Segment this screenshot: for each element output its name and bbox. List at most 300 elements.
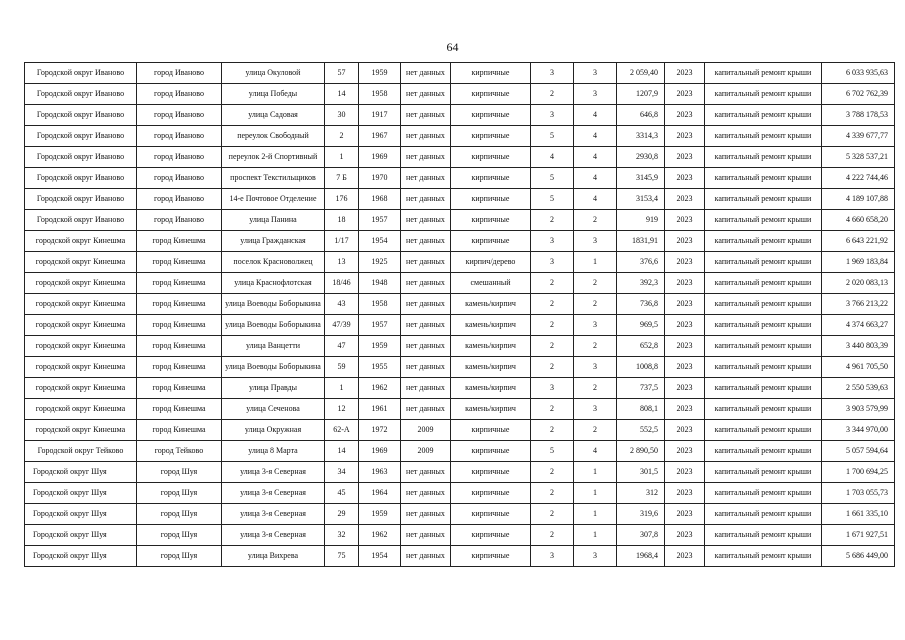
municipality-cell: Городской округ Иваново — [25, 63, 137, 84]
plan-year-cell: 2023 — [665, 357, 705, 378]
year-built-cell: 1959 — [359, 504, 401, 525]
municipality-cell: Городской округ Иваново — [25, 105, 137, 126]
floors-cell: 2 — [531, 273, 574, 294]
work-type-cell: капитальный ремонт крыши — [705, 420, 822, 441]
settlement-cell: город Кинешма — [137, 315, 222, 336]
area-cell: 3314,3 — [617, 126, 665, 147]
table-row — [25, 336, 895, 357]
area-cell: 2 059,40 — [617, 63, 665, 84]
area-cell: 737,5 — [617, 378, 665, 399]
area-cell: 376,6 — [617, 252, 665, 273]
entrances-cell: 1 — [574, 462, 617, 483]
last-repair-year-cell: нет данных — [401, 378, 451, 399]
last-repair-year-cell: нет данных — [401, 357, 451, 378]
house-number-cell: 47 — [325, 336, 359, 357]
work-type-cell: капитальный ремонт крыши — [705, 441, 822, 462]
plan-year-cell: 2023 — [665, 315, 705, 336]
last-repair-year-cell: нет данных — [401, 126, 451, 147]
municipality-cell: Городской округ Шуя — [25, 483, 137, 504]
year-built-cell: 1925 — [359, 252, 401, 273]
plan-year-cell: 2023 — [665, 126, 705, 147]
table-row — [25, 189, 895, 210]
area-cell: 1968,4 — [617, 546, 665, 567]
table-row — [25, 441, 895, 462]
municipality-cell: городской округ Кинешма — [25, 315, 137, 336]
floors-cell: 2 — [531, 210, 574, 231]
entrances-cell: 2 — [574, 420, 617, 441]
entrances-cell: 4 — [574, 105, 617, 126]
cost-cell: 4 222 744,46 — [822, 168, 895, 189]
plan-year-cell: 2023 — [665, 294, 705, 315]
settlement-cell: город Шуя — [137, 525, 222, 546]
area-cell: 319,6 — [617, 504, 665, 525]
area-cell: 1008,8 — [617, 357, 665, 378]
house-number-cell: 47/39 — [325, 315, 359, 336]
entrances-cell: 3 — [574, 84, 617, 105]
wall-material-cell: кирпичные — [451, 546, 531, 567]
table-row — [25, 294, 895, 315]
wall-material-cell: кирпичные — [451, 483, 531, 504]
floors-cell: 3 — [531, 378, 574, 399]
cost-cell: 1 969 183,84 — [822, 252, 895, 273]
year-built-cell: 1954 — [359, 546, 401, 567]
area-cell: 312 — [617, 483, 665, 504]
municipality-cell: Городской округ Шуя — [25, 504, 137, 525]
year-built-cell: 1958 — [359, 84, 401, 105]
municipality-cell: Городской округ Иваново — [25, 84, 137, 105]
cost-cell: 1 703 055,73 — [822, 483, 895, 504]
work-type-cell: капитальный ремонт крыши — [705, 273, 822, 294]
floors-cell: 5 — [531, 441, 574, 462]
last-repair-year-cell: нет данных — [401, 105, 451, 126]
street-cell: улица Воеводы Боборыкина — [222, 357, 325, 378]
area-cell: 3153,4 — [617, 189, 665, 210]
floors-cell: 2 — [531, 483, 574, 504]
plan-year-cell: 2023 — [665, 63, 705, 84]
area-cell: 919 — [617, 210, 665, 231]
municipality-cell: городской округ Кинешма — [25, 420, 137, 441]
entrances-cell: 3 — [574, 63, 617, 84]
cost-cell: 1 700 694,25 — [822, 462, 895, 483]
cost-cell: 5 328 537,21 — [822, 147, 895, 168]
table-row — [25, 84, 895, 105]
municipality-cell: городской округ Кинешма — [25, 336, 137, 357]
wall-material-cell: камень/кирпич — [451, 378, 531, 399]
year-built-cell: 1964 — [359, 483, 401, 504]
table-row — [25, 315, 895, 336]
floors-cell: 5 — [531, 189, 574, 210]
year-built-cell: 1957 — [359, 210, 401, 231]
year-built-cell: 1963 — [359, 462, 401, 483]
last-repair-year-cell: нет данных — [401, 84, 451, 105]
last-repair-year-cell: нет данных — [401, 525, 451, 546]
area-cell: 646,8 — [617, 105, 665, 126]
work-type-cell: капитальный ремонт крыши — [705, 315, 822, 336]
cost-cell: 2 550 539,63 — [822, 378, 895, 399]
year-built-cell: 1948 — [359, 273, 401, 294]
area-cell: 301,5 — [617, 462, 665, 483]
house-number-cell: 18 — [325, 210, 359, 231]
area-cell: 1831,91 — [617, 231, 665, 252]
floors-cell: 3 — [531, 231, 574, 252]
plan-year-cell: 2023 — [665, 399, 705, 420]
wall-material-cell: кирпичные — [451, 525, 531, 546]
last-repair-year-cell: нет данных — [401, 483, 451, 504]
street-cell: проспект Текстильщиков — [222, 168, 325, 189]
area-cell: 1207,9 — [617, 84, 665, 105]
table-row — [25, 399, 895, 420]
work-type-cell: капитальный ремонт крыши — [705, 84, 822, 105]
floors-cell: 2 — [531, 399, 574, 420]
street-cell: улица Воеводы Боборыкина — [222, 315, 325, 336]
plan-year-cell: 2023 — [665, 252, 705, 273]
house-number-cell: 75 — [325, 546, 359, 567]
street-cell: улица Победы — [222, 84, 325, 105]
work-type-cell: капитальный ремонт крыши — [705, 126, 822, 147]
settlement-cell: город Кинешма — [137, 273, 222, 294]
house-number-cell: 12 — [325, 399, 359, 420]
year-built-cell: 1968 — [359, 189, 401, 210]
table-row — [25, 63, 895, 84]
settlement-cell: город Кинешма — [137, 231, 222, 252]
table-body — [25, 63, 895, 567]
table-row — [25, 525, 895, 546]
area-cell: 3145,9 — [617, 168, 665, 189]
house-number-cell: 34 — [325, 462, 359, 483]
plan-year-cell: 2023 — [665, 504, 705, 525]
settlement-cell: город Иваново — [137, 84, 222, 105]
last-repair-year-cell: 2009 — [401, 420, 451, 441]
municipality-cell: Городской округ Иваново — [25, 168, 137, 189]
municipality-cell: городской округ Кинешма — [25, 273, 137, 294]
last-repair-year-cell: нет данных — [401, 210, 451, 231]
last-repair-year-cell: нет данных — [401, 462, 451, 483]
municipality-cell: городской округ Кинешма — [25, 399, 137, 420]
year-built-cell: 1917 — [359, 105, 401, 126]
settlement-cell: город Иваново — [137, 105, 222, 126]
cost-cell: 3 344 970,00 — [822, 420, 895, 441]
floors-cell: 2 — [531, 294, 574, 315]
wall-material-cell: кирпич/дерево — [451, 252, 531, 273]
street-cell: улица Панина — [222, 210, 325, 231]
work-type-cell: капитальный ремонт крыши — [705, 525, 822, 546]
street-cell: улица Вихрева — [222, 546, 325, 567]
last-repair-year-cell: нет данных — [401, 273, 451, 294]
street-cell: переулок Свободный — [222, 126, 325, 147]
plan-year-cell: 2023 — [665, 84, 705, 105]
table-row — [25, 147, 895, 168]
entrances-cell: 3 — [574, 546, 617, 567]
table-row — [25, 210, 895, 231]
year-built-cell: 1969 — [359, 441, 401, 462]
entrances-cell: 2 — [574, 294, 617, 315]
area-cell: 652,8 — [617, 336, 665, 357]
last-repair-year-cell: нет данных — [401, 399, 451, 420]
settlement-cell: город Шуя — [137, 483, 222, 504]
plan-year-cell: 2023 — [665, 336, 705, 357]
entrances-cell: 3 — [574, 357, 617, 378]
wall-material-cell: кирпичные — [451, 147, 531, 168]
floors-cell: 2 — [531, 420, 574, 441]
work-type-cell: капитальный ремонт крыши — [705, 147, 822, 168]
municipality-cell: Городской округ Иваново — [25, 189, 137, 210]
plan-year-cell: 2023 — [665, 462, 705, 483]
house-number-cell: 18/46 — [325, 273, 359, 294]
plan-year-cell: 2023 — [665, 210, 705, 231]
cost-cell: 3 788 178,53 — [822, 105, 895, 126]
house-number-cell: 43 — [325, 294, 359, 315]
work-type-cell: капитальный ремонт крыши — [705, 483, 822, 504]
table-row — [25, 231, 895, 252]
year-built-cell: 1972 — [359, 420, 401, 441]
cost-cell: 2 020 083,13 — [822, 273, 895, 294]
floors-cell: 2 — [531, 462, 574, 483]
settlement-cell: город Шуя — [137, 504, 222, 525]
plan-year-cell: 2023 — [665, 105, 705, 126]
wall-material-cell: кирпичные — [451, 231, 531, 252]
street-cell: улица Воеводы Боборыкина — [222, 294, 325, 315]
municipality-cell: городской округ Кинешма — [25, 294, 137, 315]
floors-cell: 5 — [531, 168, 574, 189]
entrances-cell: 2 — [574, 336, 617, 357]
plan-year-cell: 2023 — [665, 441, 705, 462]
floors-cell: 3 — [531, 105, 574, 126]
municipality-cell: Городской округ Иваново — [25, 147, 137, 168]
cost-cell: 3 440 803,39 — [822, 336, 895, 357]
table-row — [25, 504, 895, 525]
last-repair-year-cell: нет данных — [401, 168, 451, 189]
plan-year-cell: 2023 — [665, 420, 705, 441]
settlement-cell: город Иваново — [137, 147, 222, 168]
street-cell: улица Гражданская — [222, 231, 325, 252]
entrances-cell: 1 — [574, 504, 617, 525]
house-number-cell: 30 — [325, 105, 359, 126]
area-cell: 969,5 — [617, 315, 665, 336]
cost-cell: 1 661 335,10 — [822, 504, 895, 525]
entrances-cell: 3 — [574, 315, 617, 336]
last-repair-year-cell: нет данных — [401, 147, 451, 168]
municipality-cell: Городской округ Тейково — [25, 441, 137, 462]
plan-year-cell: 2023 — [665, 189, 705, 210]
area-cell: 2930,8 — [617, 147, 665, 168]
street-cell: улица Окуловой — [222, 63, 325, 84]
year-built-cell: 1955 — [359, 357, 401, 378]
settlement-cell: город Кинешма — [137, 378, 222, 399]
year-built-cell: 1958 — [359, 294, 401, 315]
plan-year-cell: 2023 — [665, 525, 705, 546]
year-built-cell: 1969 — [359, 147, 401, 168]
table-row — [25, 252, 895, 273]
wall-material-cell: кирпичные — [451, 504, 531, 525]
house-number-cell: 14 — [325, 441, 359, 462]
year-built-cell: 1954 — [359, 231, 401, 252]
work-type-cell: капитальный ремонт крыши — [705, 63, 822, 84]
entrances-cell: 4 — [574, 126, 617, 147]
year-built-cell: 1961 — [359, 399, 401, 420]
work-type-cell: капитальный ремонт крыши — [705, 378, 822, 399]
entrances-cell: 4 — [574, 147, 617, 168]
floors-cell: 3 — [531, 546, 574, 567]
last-repair-year-cell: нет данных — [401, 504, 451, 525]
plan-year-cell: 2023 — [665, 168, 705, 189]
wall-material-cell: кирпичные — [451, 441, 531, 462]
entrances-cell: 1 — [574, 252, 617, 273]
work-type-cell: капитальный ремонт крыши — [705, 210, 822, 231]
cost-cell: 4 961 705,50 — [822, 357, 895, 378]
work-type-cell: капитальный ремонт крыши — [705, 252, 822, 273]
floors-cell: 5 — [531, 126, 574, 147]
table-row — [25, 168, 895, 189]
floors-cell: 4 — [531, 147, 574, 168]
area-cell: 736,8 — [617, 294, 665, 315]
year-built-cell: 1970 — [359, 168, 401, 189]
wall-material-cell: камень/кирпич — [451, 357, 531, 378]
last-repair-year-cell: 2009 — [401, 441, 451, 462]
area-cell: 307,8 — [617, 525, 665, 546]
work-type-cell: капитальный ремонт крыши — [705, 294, 822, 315]
settlement-cell: город Кинешма — [137, 399, 222, 420]
settlement-cell: город Иваново — [137, 189, 222, 210]
street-cell: улица Окружная — [222, 420, 325, 441]
wall-material-cell: кирпичные — [451, 420, 531, 441]
last-repair-year-cell: нет данных — [401, 294, 451, 315]
last-repair-year-cell: нет данных — [401, 63, 451, 84]
last-repair-year-cell: нет данных — [401, 252, 451, 273]
wall-material-cell: камень/кирпич — [451, 336, 531, 357]
entrances-cell: 4 — [574, 441, 617, 462]
cost-cell: 3 766 213,22 — [822, 294, 895, 315]
table-row — [25, 546, 895, 567]
street-cell: улица 8 Марта — [222, 441, 325, 462]
wall-material-cell: кирпичные — [451, 210, 531, 231]
wall-material-cell: кирпичные — [451, 105, 531, 126]
work-type-cell: капитальный ремонт крыши — [705, 336, 822, 357]
last-repair-year-cell: нет данных — [401, 315, 451, 336]
floors-cell: 2 — [531, 315, 574, 336]
house-number-cell: 62-А — [325, 420, 359, 441]
entrances-cell: 1 — [574, 525, 617, 546]
settlement-cell: город Кинешма — [137, 336, 222, 357]
year-built-cell: 1959 — [359, 63, 401, 84]
cost-cell: 4 339 677,77 — [822, 126, 895, 147]
house-number-cell: 14 — [325, 84, 359, 105]
entrances-cell: 4 — [574, 168, 617, 189]
work-type-cell: капитальный ремонт крыши — [705, 189, 822, 210]
house-number-cell: 1/17 — [325, 231, 359, 252]
area-cell: 392,3 — [617, 273, 665, 294]
table-row — [25, 273, 895, 294]
settlement-cell: город Иваново — [137, 210, 222, 231]
house-number-cell: 59 — [325, 357, 359, 378]
table-row — [25, 357, 895, 378]
cost-cell: 6 702 762,39 — [822, 84, 895, 105]
municipality-cell: Городской округ Иваново — [25, 126, 137, 147]
last-repair-year-cell: нет данных — [401, 231, 451, 252]
settlement-cell: город Кинешма — [137, 294, 222, 315]
plan-year-cell: 2023 — [665, 378, 705, 399]
year-built-cell: 1957 — [359, 315, 401, 336]
cost-cell: 5 057 594,64 — [822, 441, 895, 462]
entrances-cell: 3 — [574, 399, 617, 420]
plan-year-cell: 2023 — [665, 147, 705, 168]
table-row — [25, 126, 895, 147]
floors-cell: 2 — [531, 84, 574, 105]
table-row — [25, 378, 895, 399]
municipality-cell: Городской округ Шуя — [25, 462, 137, 483]
work-type-cell: капитальный ремонт крыши — [705, 168, 822, 189]
street-cell: улица Садовая — [222, 105, 325, 126]
floors-cell: 2 — [531, 504, 574, 525]
entrances-cell: 3 — [574, 231, 617, 252]
wall-material-cell: смешанный — [451, 273, 531, 294]
street-cell: 14-е Почтовое Отделение — [222, 189, 325, 210]
house-number-cell: 1 — [325, 147, 359, 168]
year-built-cell: 1962 — [359, 378, 401, 399]
last-repair-year-cell: нет данных — [401, 336, 451, 357]
work-type-cell: капитальный ремонт крыши — [705, 399, 822, 420]
work-type-cell: капитальный ремонт крыши — [705, 357, 822, 378]
municipality-cell: городской округ Кинешма — [25, 378, 137, 399]
wall-material-cell: кирпичные — [451, 189, 531, 210]
settlement-cell: город Кинешма — [137, 420, 222, 441]
wall-material-cell: кирпичные — [451, 126, 531, 147]
entrances-cell: 2 — [574, 378, 617, 399]
wall-material-cell: кирпичные — [451, 84, 531, 105]
wall-material-cell: кирпичные — [451, 63, 531, 84]
house-number-cell: 1 — [325, 378, 359, 399]
year-built-cell: 1962 — [359, 525, 401, 546]
cost-cell: 4 660 658,20 — [822, 210, 895, 231]
settlement-cell: город Иваново — [137, 126, 222, 147]
street-cell: улица 3-я Северная — [222, 504, 325, 525]
street-cell: улица 3-я Северная — [222, 462, 325, 483]
entrances-cell: 1 — [574, 483, 617, 504]
cost-cell: 4 189 107,88 — [822, 189, 895, 210]
floors-cell: 3 — [531, 63, 574, 84]
house-number-cell: 29 — [325, 504, 359, 525]
house-number-cell: 57 — [325, 63, 359, 84]
last-repair-year-cell: нет данных — [401, 546, 451, 567]
entrances-cell: 2 — [574, 273, 617, 294]
municipality-cell: Городской округ Шуя — [25, 525, 137, 546]
settlement-cell: город Шуя — [137, 546, 222, 567]
cost-cell: 4 374 663,27 — [822, 315, 895, 336]
plan-year-cell: 2023 — [665, 483, 705, 504]
plan-year-cell: 2023 — [665, 546, 705, 567]
wall-material-cell: кирпичные — [451, 462, 531, 483]
street-cell: поселок Красноволжец — [222, 252, 325, 273]
work-type-cell: капитальный ремонт крыши — [705, 546, 822, 567]
cost-cell: 3 903 579,99 — [822, 399, 895, 420]
floors-cell: 2 — [531, 357, 574, 378]
year-built-cell: 1959 — [359, 336, 401, 357]
street-cell: улица 3-я Северная — [222, 483, 325, 504]
wall-material-cell: камень/кирпич — [451, 315, 531, 336]
house-number-cell: 7 Б — [325, 168, 359, 189]
cost-cell: 6 033 935,63 — [822, 63, 895, 84]
plan-year-cell: 2023 — [665, 231, 705, 252]
street-cell: переулок 2-й Спортивный — [222, 147, 325, 168]
work-type-cell: капитальный ремонт крыши — [705, 504, 822, 525]
street-cell: улица Правды — [222, 378, 325, 399]
housing-repair-table — [24, 62, 895, 567]
page-number: 64 — [446, 40, 459, 54]
table-row — [25, 420, 895, 441]
settlement-cell: город Шуя — [137, 462, 222, 483]
table-row — [25, 462, 895, 483]
street-cell: улица Краснофлотская — [222, 273, 325, 294]
settlement-cell: город Иваново — [137, 63, 222, 84]
